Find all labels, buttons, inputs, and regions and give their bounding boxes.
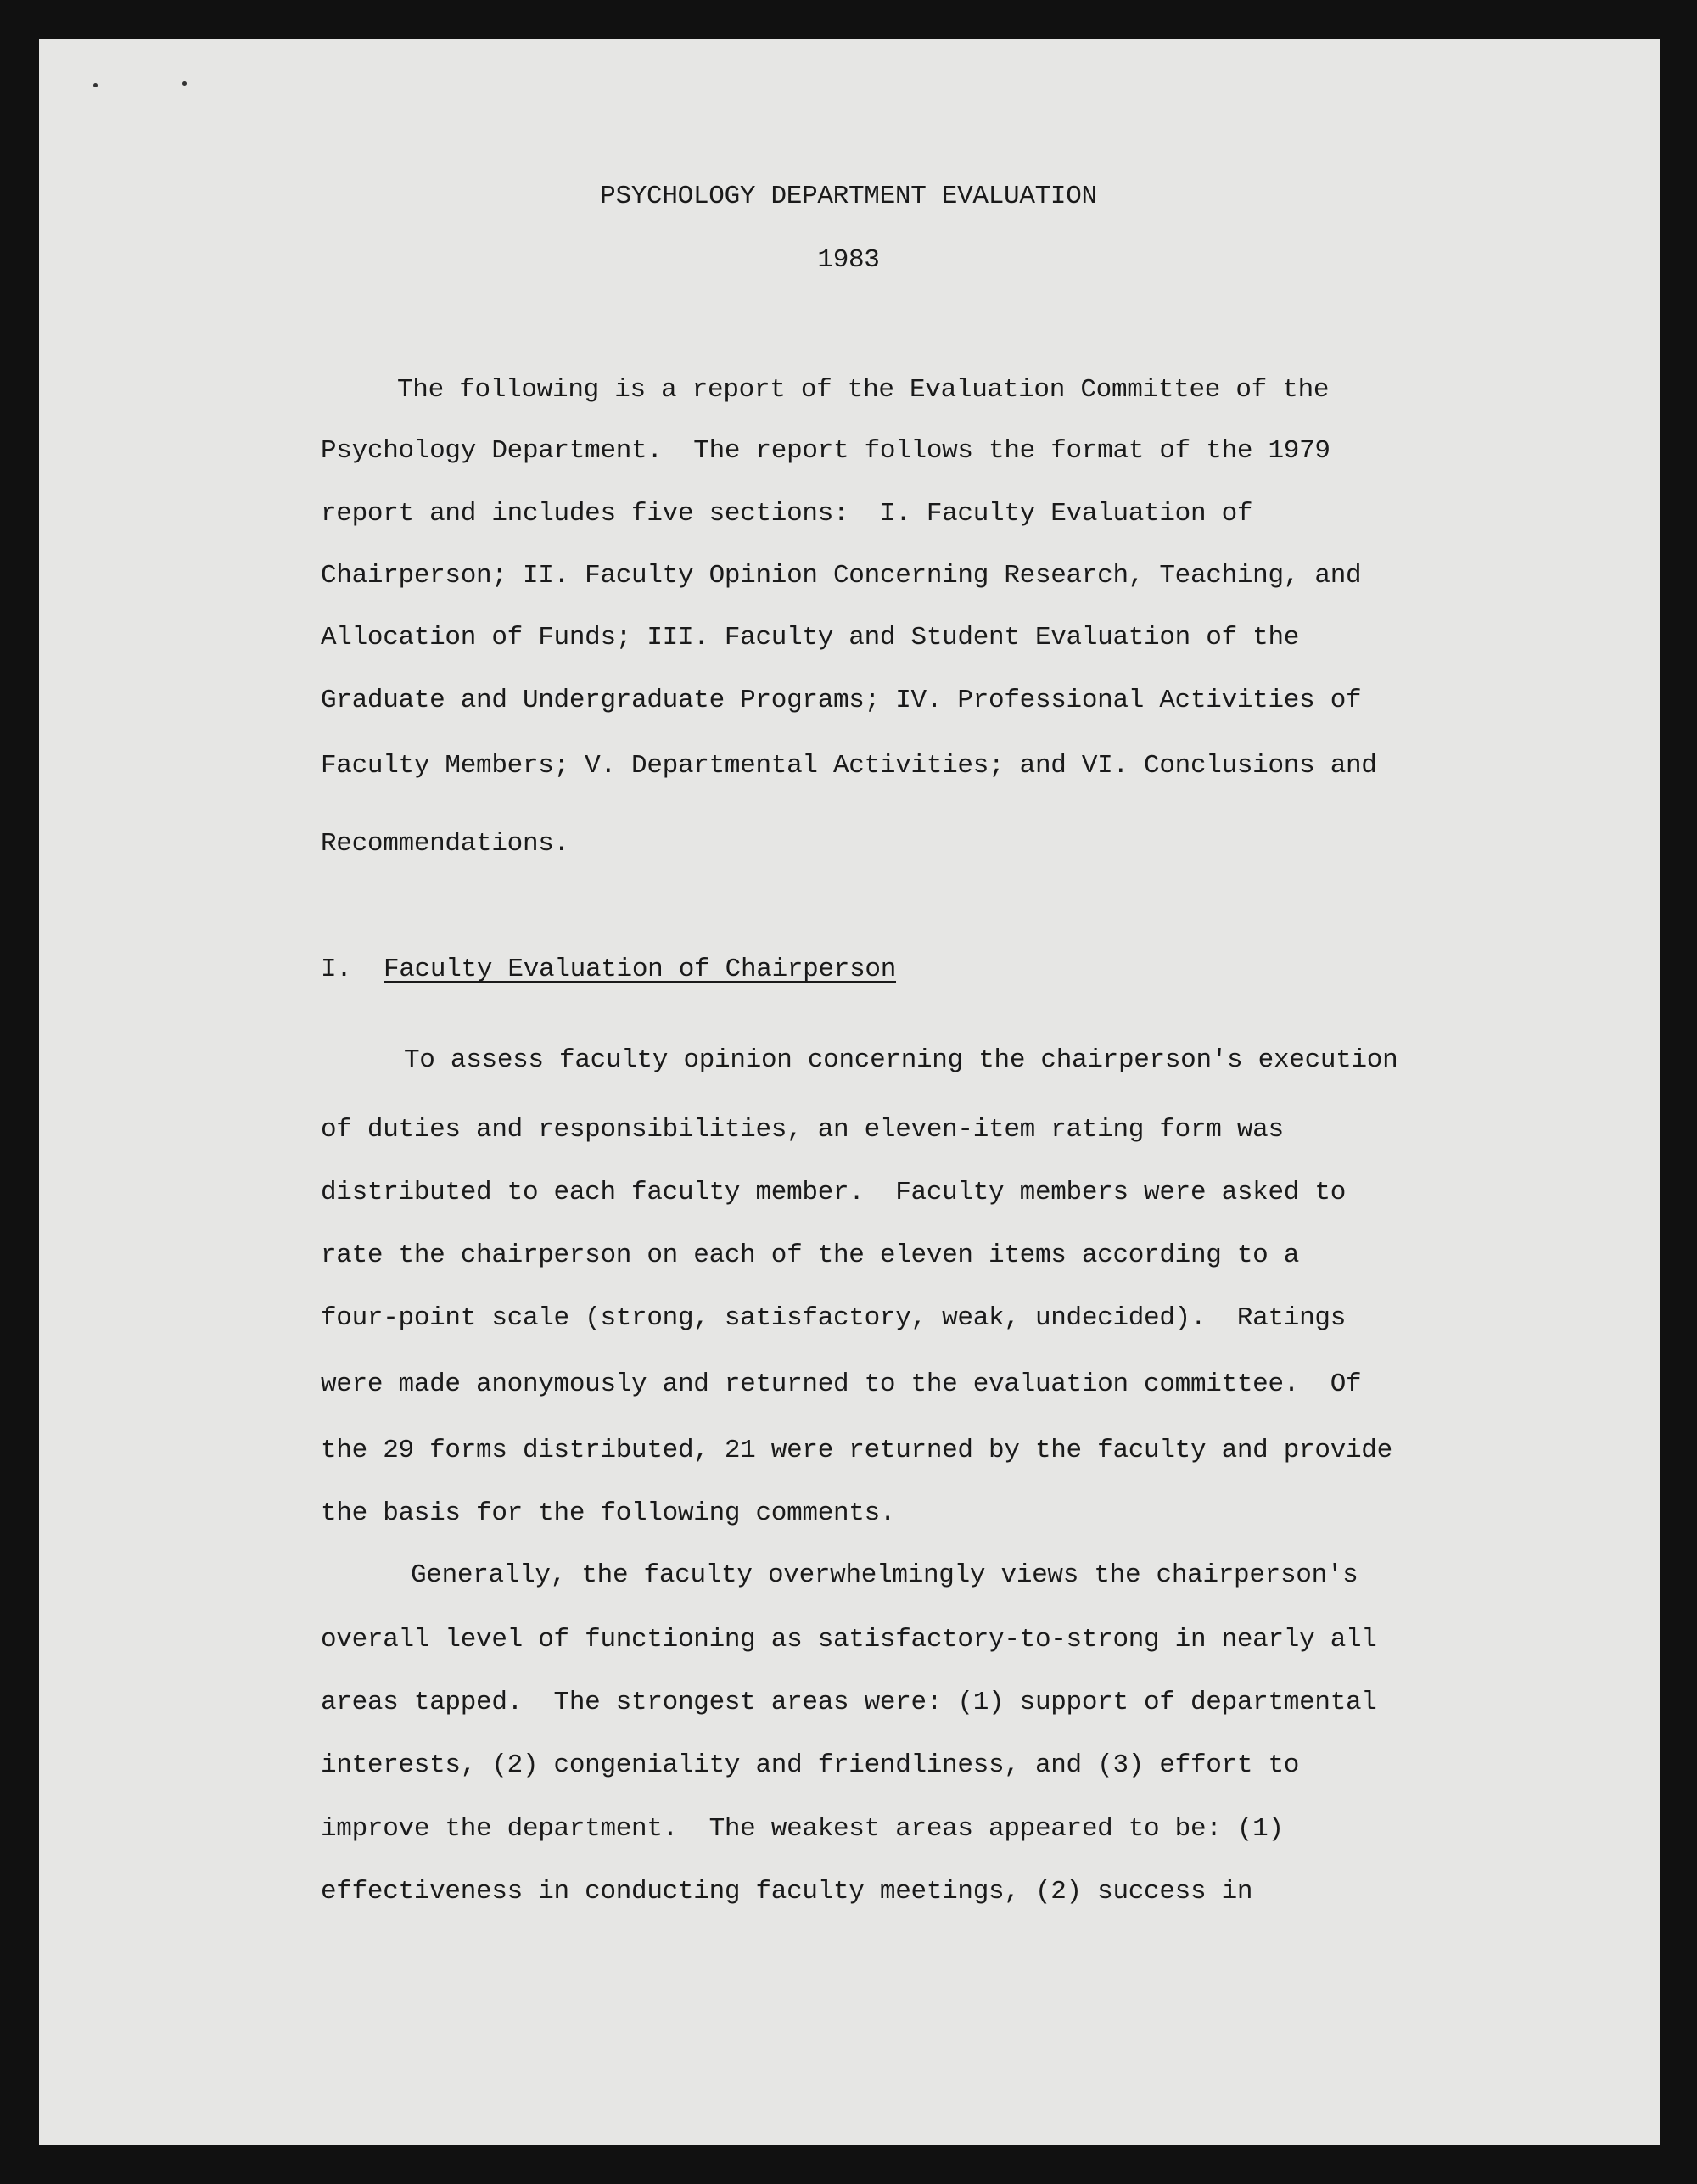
paragraph-line: effectiveness in conducting faculty meetings, (2) success in (321, 1877, 1253, 1907)
document-year: 1983 (817, 245, 880, 275)
scan-speck (93, 83, 98, 87)
paragraph-line: areas tapped. The strongest areas were: (1) support of departmental (321, 1688, 1377, 1717)
intro-line: Chairperson; II. Faculty Opinion Concerning Research, Teaching, and (321, 561, 1362, 591)
paragraph-line: To assess faculty opinion concerning the chairperson's execution (404, 1045, 1398, 1075)
paragraph-line: interests, (2) congeniality and friendliness, and (3) effort to (321, 1750, 1300, 1780)
intro-line: Graduate and Undergraduate Programs; IV. Professional Activities of (321, 686, 1362, 715)
intro-line: Allocation of Funds; III. Faculty and Student Evaluation of the (321, 623, 1300, 652)
scan-speck (182, 81, 187, 86)
section-heading: Faculty Evaluation of Chairperson (384, 955, 897, 984)
intro-line: Faculty Members; V. Departmental Activities; and VI. Conclusions and (321, 751, 1377, 781)
paragraph-line: the basis for the following comments. (321, 1498, 896, 1528)
paragraph-line: of duties and responsibilities, an eleven-item rating form was (321, 1115, 1284, 1145)
intro-line: Recommendations. (321, 829, 569, 859)
document-title: PSYCHOLOGY DEPARTMENT EVALUATION (600, 182, 1097, 211)
paragraph-line: were made anonymously and returned to the evaluation committee. Of (321, 1369, 1362, 1399)
intro-line: Psychology Department. The report follows the format of the 1979 (321, 436, 1330, 466)
section-number: I. (321, 955, 352, 984)
paragraph-line: overall level of functioning as satisfactory-to-strong in nearly all (321, 1625, 1377, 1655)
paragraph-line: improve the department. The weakest areas appeared to be: (1) (321, 1814, 1284, 1844)
paragraph-line: distributed to each faculty member. Faculty members were asked to (321, 1178, 1347, 1207)
intro-line: The following is a report of the Evaluation Committee of the (397, 375, 1330, 405)
paragraph-line: Generally, the faculty overwhelmingly views the chairperson's (411, 1560, 1358, 1590)
paragraph-line: four-point scale (strong, satisfactory, weak, undecided). Ratings (321, 1303, 1347, 1333)
paragraph-line: rate the chairperson on each of the eleven items according to a (321, 1240, 1300, 1270)
paragraph-line: the 29 forms distributed, 21 were returned by the faculty and provide (321, 1436, 1392, 1465)
intro-line: report and includes five sections: I. Faculty Evaluation of (321, 499, 1253, 529)
